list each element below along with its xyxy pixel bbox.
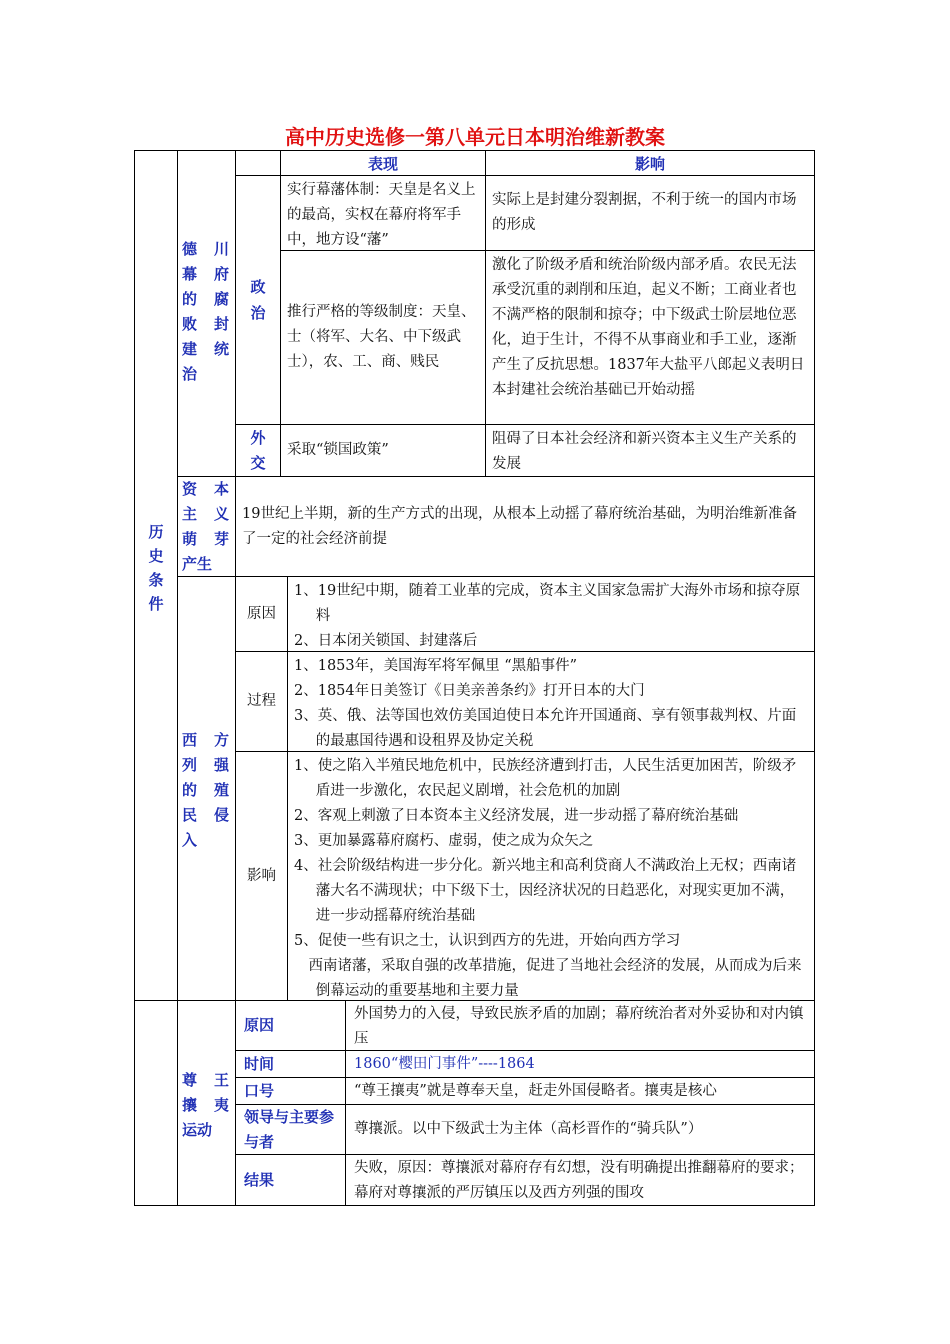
sonno-time-content-text: 1860“樱田门事件”----1864 — [354, 1055, 535, 1072]
sonno-cause-content: 外国势力的入侵，导致民族矛盾的加剧；幕府统治者对外妥协和对内镇压 — [345, 1000, 815, 1051]
w-c3: 列 — [182, 756, 198, 774]
w-c8: 侵 — [214, 806, 230, 824]
tk-c2: 川 — [214, 240, 230, 258]
cause-item-2: 2、日本闭关锁国、封建落后 — [294, 633, 478, 649]
s-c5: 运动 — [182, 1121, 213, 1139]
process-item-2: 2、1854年日美签订《日美亲善条约》打开日本的大门 — [294, 683, 645, 699]
sonno-label-grid — [182, 1068, 238, 1118]
tk-c1: 德 — [182, 240, 198, 258]
impact-item-4: 4、社会阶级结构进一步分化。新兴地主和高利贷商人不满政治上无权；西南诸藩大名不满现状；中下级下士，因经济状况的日趋恶化，对现实更加不满，进一步动摇幕府统治基础 — [294, 858, 797, 924]
capitalism-label — [182, 477, 234, 577]
sonno-leaders-content-text: 尊攘派。以中下级武士为主体（高杉晋作的“骑兵队”） — [354, 1121, 703, 1137]
western-cause-label: 原因 — [235, 576, 288, 652]
w-c4: 强 — [214, 756, 230, 774]
sonno-leaders-label-text: 领导与主要参与者 — [244, 1107, 335, 1151]
header-performance: 表现 — [280, 150, 486, 176]
history-char-1: 历 — [148, 523, 164, 541]
tk-c3: 幕 — [182, 265, 198, 283]
cap-c5: 萌 — [182, 530, 198, 548]
process-item-3: 3、英、俄、法等国也效仿美国迫使日本允许开国通商、享有领事裁判权、片面的最惠国待遇和设租界及协定关税 — [294, 708, 797, 749]
cap-c4: 义 — [214, 505, 230, 523]
tk-c5: 的 — [182, 290, 198, 308]
sonno-time-label-text: 时间 — [244, 1054, 275, 1073]
tk-c8: 封 — [214, 315, 230, 333]
tokugawa-label-grid — [182, 237, 238, 387]
politics-row2-impact: 激化了阶级矛盾和统治阶级内部矛盾。农民无法承受沉重的剥削和压迫，起义不断；工商业者也不满严格的限制和掠夺；中下级武士阶层地位恶化，迫于生计，不得不从事商业和手工业，逐渐产生了反抗思想。1837年大盐平八郎起义表明日本封建社会统治基础已开始动摇 — [485, 250, 815, 425]
sonno-cause-label-text: 原因 — [244, 1016, 275, 1034]
western-process-content — [287, 651, 815, 752]
section-label-movement — [134, 1000, 178, 1206]
process-item-1: 1、1853年，美国海军将军佩里 “黑船事件” — [294, 658, 578, 674]
diplomacy-label-text: 外 交 — [250, 428, 266, 472]
page-title: 高中历史选修一第八单元日本明治维新教案 — [285, 125, 665, 149]
sonno-slogan-label — [235, 1077, 346, 1105]
capitalism-content-text: 19世纪上半期，新的生产方式的出现，从根本上动摇了幕府统治基础，为明治维新准备了一定的社会经济前提 — [242, 505, 797, 547]
w-c6: 殖 — [214, 781, 230, 799]
cause-item-1: 1、19世纪中期，随着工业革的完成，资本主义国家急需扩大海外市场和掠夺原料 — [294, 583, 801, 624]
tokugawa-label — [182, 237, 234, 387]
tk-c6: 腐 — [214, 290, 230, 308]
sonno-slogan-label-text: 口号 — [244, 1081, 275, 1100]
header-impact: 影响 — [485, 150, 815, 176]
diplomacy-performance — [280, 424, 486, 477]
western-impact-content — [287, 751, 815, 1001]
tk-c11: 治 — [182, 365, 198, 383]
diplomacy-performance-text: 采取“锁国政策” — [287, 442, 389, 458]
impact-item-6: 西南诸藩，采取自强的改革措施，促进了当地社会经济的发展，从而成为后来倒幕运动的重要基地和主要力量 — [308, 958, 802, 999]
politics-label-text: 政 治 — [250, 278, 266, 322]
sonno-leaders-content — [345, 1104, 815, 1155]
s-c1: 尊 — [182, 1071, 198, 1089]
w-c7: 民 — [182, 806, 198, 824]
impact-item-2: 2、客观上刺激了日本资本主义经济发展，进一步动摇了幕府统治基础 — [294, 808, 739, 824]
cap-c6: 芽 — [214, 530, 230, 548]
politics-row2-performance — [280, 250, 486, 425]
s-c2: 王 — [214, 1071, 230, 1089]
cap-c2: 本 — [214, 480, 230, 498]
sonno-leaders-label — [235, 1104, 346, 1155]
tk-c9: 建 — [182, 340, 198, 358]
diplomacy-label — [235, 424, 281, 477]
history-char-3: 条 — [148, 571, 164, 589]
politics-row2-performance-text: 推行严格的等级制度：天皇、士（将军、大名、中下级武士），农、工、商、贱民 — [287, 304, 476, 370]
cap-c7: 产生 — [182, 555, 213, 573]
western-impact-label: 影响 — [235, 751, 288, 1001]
s-c4: 夷 — [214, 1096, 230, 1114]
header-blank — [235, 150, 281, 176]
sonno-label — [182, 1068, 234, 1143]
sonno-result-label-text: 结果 — [244, 1170, 275, 1189]
politics-label — [235, 175, 281, 425]
history-char-4: 件 — [148, 595, 164, 613]
w-c9: 入 — [182, 831, 198, 849]
western-label — [182, 728, 234, 853]
history-char-2: 史 — [148, 547, 164, 565]
sonno-cause-label — [235, 1000, 346, 1051]
sonno-slogan-content-text: “尊王攘夷”就是尊奉天皇，赶走外国侵略者。攘夷是核心 — [354, 1082, 717, 1099]
capitalism-content — [235, 476, 815, 577]
sonno-time-content — [345, 1050, 815, 1078]
sonno-result-label — [235, 1154, 346, 1206]
politics-row1-impact-text: 实际上是封建分裂割据，不利于统一的国内市场的形成 — [492, 192, 797, 233]
sonno-result-content: 失败，原因：尊攘派对幕府存有幻想，没有明确提出推翻幕府的要求；幕府对尊攘派的严厉镇压以及西方列强的围攻 — [345, 1154, 815, 1206]
politics-row1-impact — [485, 175, 815, 251]
tk-c10: 统 — [214, 340, 230, 358]
impact-item-3: 3、更加暴露幕府腐朽、虚弱，使之成为众矢之 — [294, 833, 594, 849]
s-c3: 攘 — [182, 1096, 198, 1114]
section-label-history-text — [138, 520, 174, 616]
capitalism-label-grid — [182, 477, 238, 552]
cap-c3: 主 — [182, 505, 198, 523]
tk-c4: 府 — [214, 265, 230, 283]
sonno-slogan-content — [345, 1077, 815, 1105]
tk-c7: 败 — [182, 315, 198, 333]
impact-item-1: 1、使之陷入半殖民地危机中，民族经济遭到打击，人民生活更加困苦，阶级矛盾进一步激化，农民起义剧增，社会危机的加剧 — [294, 758, 797, 799]
western-cause-content — [287, 576, 815, 652]
w-c5: 的 — [182, 781, 198, 799]
politics-row1-performance: 实行幕藩体制：天皇是名义上的最高，实权在幕府将军手中，地方设“藩” — [280, 175, 486, 251]
impact-item-5: 5、促使一些有识之士，认识到西方的先进，开始向西方学习 — [294, 933, 681, 949]
western-process-label: 过程 — [235, 651, 288, 752]
diplomacy-impact: 阻碍了日本社会经济和新兴资本主义生产关系的发展 — [485, 424, 815, 477]
w-c2: 方 — [214, 731, 230, 749]
western-label-grid — [182, 728, 238, 853]
cap-c1: 资 — [182, 480, 198, 498]
w-c1: 西 — [182, 731, 198, 749]
sonno-time-label — [235, 1050, 346, 1078]
